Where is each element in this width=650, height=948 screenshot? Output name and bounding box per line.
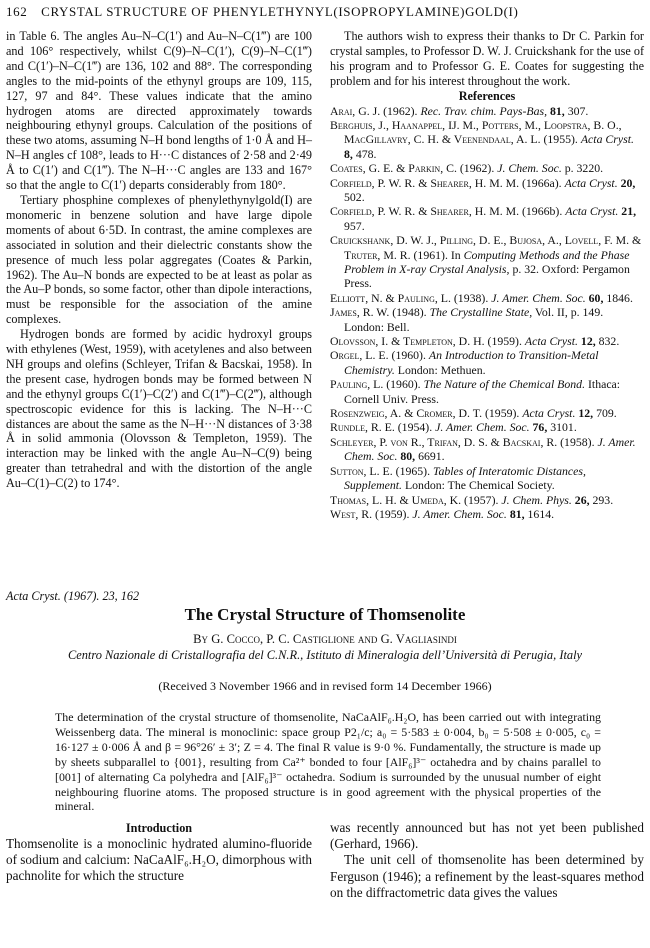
reference-source: Acta Cryst. [580, 132, 634, 147]
abstract [55, 710, 601, 814]
reference-volume: 12, [580, 334, 596, 349]
acknowledgement: The authors wish to express their thanks to Dr C. Parkin for crystal samples, to Professor D. W. J. Cruickshank for the use of his program and to Professor G. E. Coates for suggesting the problem and for his interest throughout the work. [330, 29, 644, 88]
reference-item [330, 204, 644, 233]
reference-source: Computing Methods and the Phase Problem in X-ray Crystal Analysis, [344, 247, 630, 276]
reference-pages: 832. [598, 334, 620, 349]
reference-volume: 80, [400, 449, 416, 464]
reference-source: J. Chem. Phys. [501, 492, 572, 507]
body-paragraph: Tertiary phosphine complexes of phenylethynylgold(I) are monomeric in benzene solution and have large dipole moments of about 6·5D. In contrast, the amine complexes are associated in solution and their dielectric constants show the presence of much less polar aggregates (Coates & Parkin, 1962). The Au–N bonds are expected to be at least as polar as the Au–P bonds, so some factor, other than dipole interactions, must be responsible for the association of the amine complexes. [6, 192, 312, 327]
reference-volume: 60, [588, 290, 604, 305]
reference-authors: Arai, G. J. [330, 103, 381, 118]
reference-pages: Vol. II, p. 149. London: Bell. [344, 305, 604, 334]
reference-pages: p. 32. Oxford: Pergamon Press. [344, 262, 630, 291]
reference-source: J. Chem. Soc. [497, 161, 562, 176]
reference-year: (1959). [484, 406, 520, 421]
reference-volume: 81, [509, 506, 525, 521]
right-column [330, 29, 644, 521]
reference-pages: 1846. [606, 290, 633, 305]
body-paragraph: Hydrogen bonds are formed by acidic hydroxyl groups with ethylenes (West, 1959), with acetylenes and also between NH groups and olefins (Schleyer, Trifan & Bacskai, 1958). In the present case, hydrogen bonds may be formed between N and the ethynyl groups C(1′)–C(2′) and C(1‴)–C(2‴), although spectroscopic evidence for this is lacking. The N–H···C distances are about the same as the N–H···N distances of 3·38 Å in solid ammonia (Olovsson & Templeton, 1959). The interaction may be linked with the angle Au–N–C(9) being greater than tetrahedral and with the distortion of the angle Au–C(1)–C(2) to 174°. [6, 327, 312, 491]
reference-pages: 957. [344, 218, 365, 233]
reference-source: J. Amer. Chem. Soc. [435, 420, 530, 435]
reference-year: (1959). [487, 334, 522, 349]
reference-authors: Schleyer, P. von R., Trifan, D. S. & Bacskai, R. [330, 434, 558, 449]
reference-item [330, 305, 644, 334]
reference-source: An Introduction to Transition-Metal Chemistry. [344, 348, 599, 377]
reference-year: (1962). [383, 103, 418, 118]
reference-source: Acta Cryst. [564, 175, 618, 190]
reference-item [330, 291, 644, 305]
reference-authors: Cruickshank, D. W. J., Pilling, D. E., Bujosa, A., Lovell, F. M. & Truter, M. R. [330, 233, 642, 262]
reference-authors: Coates, G. E. & Parkin, C. [330, 161, 457, 176]
reference-authors: Berghuis, J., Haanappel, IJ. M., Potters, M., Loopstra, B. O., MacGillavry, C. H. & Veenendaal, A. L. [330, 117, 622, 147]
intro-paragraph: Thomsenolite is a monoclinic hydrated alumino-fluoride of sodium and calcium: NaCaAlF₆.H₂O, dimorphous with pachnolite for which the structure [6, 835, 312, 884]
reference-item [330, 507, 644, 521]
reference-year: (1959). [375, 506, 410, 521]
reference-source: Rec. Trav. chim. Pays-Bas, [420, 103, 548, 118]
reference-volume: 81, [550, 103, 565, 118]
reference-pages: 502. [344, 189, 365, 204]
reference-year: (1957). [464, 492, 499, 507]
reference-year: (1961). In [413, 247, 461, 262]
reference-authors: Thomas, L. H. & Umeda, K. [330, 492, 462, 507]
reference-pages: 709. [596, 406, 617, 421]
reference-pages: Ithaca: Cornell Univ. Press. [344, 377, 621, 406]
reference-pages: London: The Chemical Society. [404, 478, 555, 493]
reference-source: J. Amer. Chem. Soc. [491, 290, 586, 305]
reference-authors: West, R. [330, 506, 373, 521]
reference-authors: Orgel, L. E. [330, 348, 389, 363]
reference-item [330, 493, 644, 507]
reference-item [330, 118, 644, 161]
reference-volume: 20, [620, 175, 636, 190]
journal-citation: Acta Cryst. (1967). 23, 162 [6, 589, 140, 603]
reference-pages: 3101. [550, 420, 577, 435]
reference-item [330, 420, 644, 434]
reference-volume: 76, [532, 420, 548, 435]
reference-authors: Corfield, P. W. R. & Shearer, H. M. M. [330, 175, 520, 190]
reference-item [330, 161, 644, 175]
reference-item [330, 176, 644, 205]
left-column [6, 29, 312, 491]
reference-pages: p. 3220. [564, 161, 604, 176]
reference-source: Acta Cryst. [565, 204, 619, 219]
reference-item [330, 233, 644, 291]
reference-source: J. Amer. Chem. Soc. [344, 434, 636, 464]
reference-item [330, 435, 644, 464]
reference-year: (1960). [386, 377, 421, 392]
author-affiliation: Centro Nazionale di Cristallografia del C.N.R., Istituto di Mineralogia dell’Università di Perugia, Italy [67, 648, 583, 662]
reference-authors: Elliott, N. & Pauling, L. [330, 290, 451, 305]
intro-paragraph: was recently announced but has not yet been published (Gerhard, 1966). [330, 820, 644, 852]
reference-item [330, 464, 644, 493]
reference-source: J. Amer. Chem. Soc. [412, 506, 507, 521]
reference-year: (1966b). [521, 204, 563, 219]
reference-pages: 293. [592, 492, 614, 507]
reference-pages: 307. [567, 103, 589, 118]
reference-source: Acta Cryst. [524, 334, 578, 349]
reference-volume: 21, [621, 204, 637, 219]
intro-paragraph: The unit cell of thomsenolite has been determined by Ferguson (1946); a refinement by the least-squares method on the diffractometric data gives the values [330, 852, 644, 900]
article-title: The Crystal Structure of Thomsenolite [184, 605, 466, 624]
reference-year: (1962). [459, 161, 495, 176]
reference-year: (1965). [395, 463, 431, 478]
reference-pages: London: Methuen. [397, 362, 486, 377]
reference-year: (1960). [391, 348, 426, 363]
reference-year: (1955). [543, 132, 578, 147]
reference-item [330, 377, 644, 406]
reference-authors: Sutton, L. E. [330, 463, 393, 478]
reference-volume: 26, [574, 492, 590, 507]
reference-pages: 478. [355, 146, 377, 161]
reference-authors: Corfield, P. W. R. & Shearer, H. M. M. [330, 204, 520, 219]
abstract-text: The determination of the crystal structure of thomsenolite, NaCaAlF₆.H₂O, has been carried out with integrating Weissenberg data. The mineral is monoclinic: space group P2₁/c; a₀ = 5·583 ± 0·004, b₀ = 5·508 ± 0·005, c₀ = 16·127 ± 0·006 Å and β = 96°26′ ± 3′; Z = 4. The final R value is 9·0 %. Fundamentally, the structure is made up by sheets subparallel to {001}, resulting from Ca²⁺ bonded to four [AlF₆]³⁻ octahedra and by chains parallel to [001] of alternating Ca polyhedra and [AlF₆]³⁻ octahedra. Sodium is surrounded by the unusual number of eight neighbouring fluorine atoms. The proposed structure is in good agreement with the physical properties of the mineral. [55, 710, 601, 814]
running-title: CRYSTAL STRUCTURE OF PHENYLETHYNYL(ISOPROPYLAMINE)GOLD(I) [41, 4, 519, 19]
reference-source: The Crystalline State, [429, 305, 533, 320]
reference-source: Tables of Interatomic Distances, Supplement. [344, 463, 586, 493]
article-authors: By G. Cocco, P. C. Castiglione and G. Vagliasindi [193, 632, 457, 646]
intro-left-column [6, 821, 312, 885]
reference-year: (1938). [453, 290, 489, 305]
section-heading: Introduction [125, 821, 193, 835]
reference-item [330, 348, 644, 377]
body-paragraph: in Table 6. The angles Au–N–C(1′) and Au–N–C(1‴) are 100 and 106° respectively, whilst C(9)–N–C(1′), C(9)–N–C(1‴) and C(1′)–N–C(1‴) are 136, 102 and 88°. The corresponding angles to the mid-points of the ethynyl groups are 109, 115, 127, 97 and 84°. These values indicate that the amino hydrogen atoms are directed approximately towards neighbouring ethynyl groups. Calculation of the positions of these two atoms, assuming N–H bond lengths of 1·0 Å and H–N–H angles cf 108°, leads to H···C distances of 2·58 and 2·49 Å to C(1′) and C(1‴). The N–H···C angles are 133 and 167° so that the angle to C(1′) departs considerably from 180°. [6, 29, 313, 193]
reference-authors: Rundle, R. E. [330, 420, 395, 435]
received-date: (Received 3 November 1966 and in revised form 14 December 1966) [158, 679, 492, 693]
reference-authors: James, R. W. [330, 305, 390, 320]
page-number: 162 [6, 4, 28, 19]
reference-year: (1958). [560, 434, 595, 449]
reference-year: (1948). [392, 305, 427, 320]
reference-item [330, 406, 644, 420]
reference-year: (1954). [397, 420, 433, 435]
reference-source: Acta Cryst. [522, 406, 576, 421]
reference-authors: Rosenzweig, A. & Cromer, D. T. [330, 406, 483, 421]
reference-pages: 1614. [527, 506, 555, 521]
reference-volume: 8, [344, 146, 353, 161]
reference-item [330, 104, 644, 118]
reference-item [330, 334, 644, 348]
reference-authors: Olovsson, I. & Templeton, D. H. [330, 334, 485, 349]
reference-authors: Pauling, L. [330, 377, 384, 392]
references-heading: References [458, 88, 516, 103]
intro-right-column [330, 820, 644, 901]
reference-year: (1966a). [521, 175, 562, 190]
running-header [6, 4, 646, 24]
reference-pages: 6691. [418, 449, 445, 464]
reference-source: The Nature of the Chemical Bond. [423, 377, 586, 392]
reference-list [330, 104, 644, 522]
reference-volume: 12, [578, 406, 594, 421]
